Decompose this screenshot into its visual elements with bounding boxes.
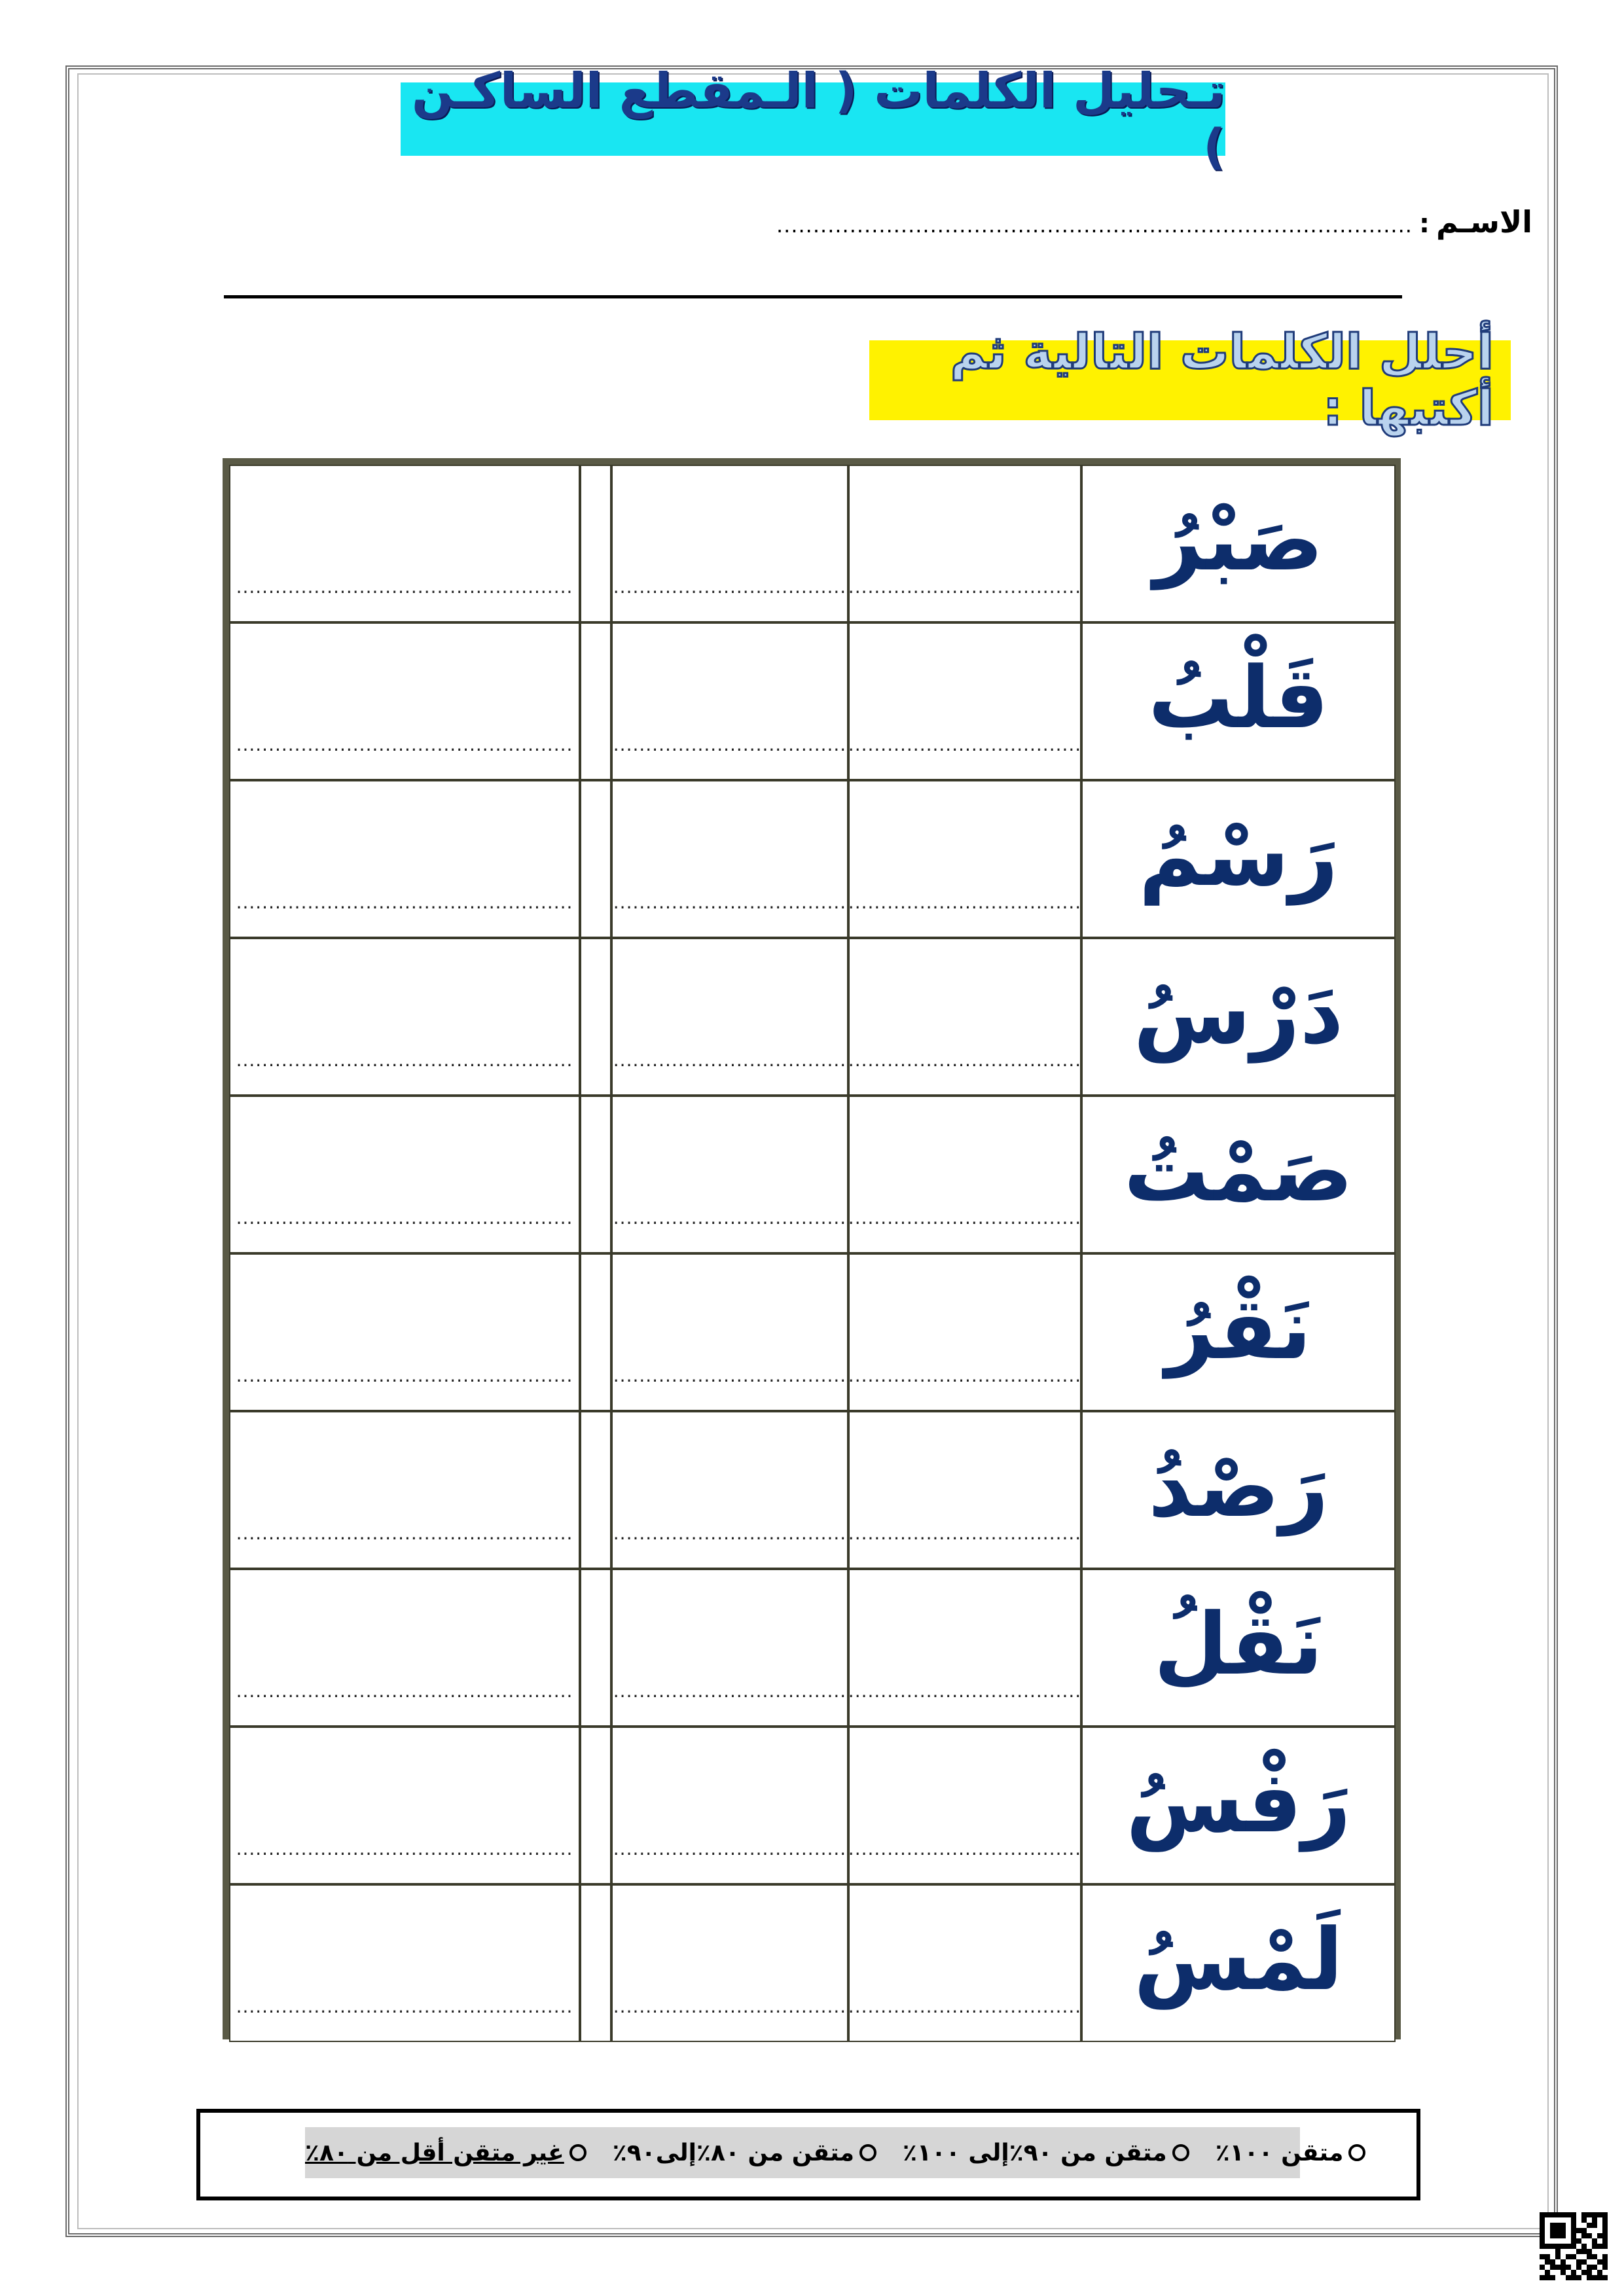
qr-module [1545,2249,1550,2254]
answer-dots[interactable]: .................................... [613,576,847,598]
qr-module [1576,2244,1581,2249]
qr-module [1561,2249,1566,2254]
qr-module [1592,2265,1597,2270]
qr-module [1581,2238,1587,2244]
qr-module [1545,2244,1550,2249]
qr-module [1550,2275,1555,2280]
column-separator [580,1884,611,2042]
answer-cell-full[interactable] [229,622,580,780]
qr-module [1566,2259,1571,2265]
qr-module [1581,2223,1587,2228]
syllable-cell-2[interactable] [611,1884,848,2042]
qr-module [1571,2270,1576,2275]
answer-dots[interactable]: .................................... [848,1996,1082,2017]
qr-module [1592,2244,1597,2249]
qr-module [1581,2275,1587,2280]
qr-module [1555,2233,1561,2238]
syllable-cell-2[interactable] [611,1096,848,1253]
answer-dots[interactable]: .................................... [613,1365,847,1386]
answer-dots[interactable]: .................................... [848,734,1082,755]
word-text: نَقْرُ [1165,1278,1312,1378]
qr-module [1566,2217,1571,2223]
column-separator [580,938,611,1096]
answer-dots[interactable]: .................................... [848,1049,1082,1071]
qr-module [1540,2217,1545,2223]
answer-dots[interactable]: .................................... [848,1365,1082,1386]
syllable-cell-1[interactable] [848,938,1081,1096]
assessment-legend [196,2109,1420,2200]
qr-module [1540,2233,1545,2238]
qr-module [1576,2275,1581,2280]
qr-module [1581,2228,1587,2233]
name-field[interactable] [776,204,1532,240]
qr-module [1576,2228,1581,2233]
qr-module [1581,2249,1587,2254]
qr-module [1555,2254,1561,2259]
word-cell [1081,1727,1396,1884]
qr-module [1566,2233,1571,2238]
qr-module [1571,2233,1576,2238]
qr-module [1597,2259,1602,2265]
answer-cell-full[interactable] [229,1569,580,1727]
answer-dots[interactable]: .................................................... [236,1207,573,1229]
qr-module [1550,2259,1555,2265]
qr-module [1566,2275,1571,2280]
qr-module [1545,2217,1550,2223]
answer-dots[interactable]: .................................................... [236,1365,573,1386]
syllable-cell-1[interactable] [848,1253,1081,1411]
qr-module [1545,2228,1550,2233]
word-text: دَرْسُ [1133,963,1344,1063]
answer-dots[interactable]: .................................... [613,1838,847,1859]
qr-module [1545,2223,1550,2228]
qr-module [1587,2275,1592,2280]
qr-module [1587,2265,1592,2270]
qr-module [1571,2244,1576,2249]
qr-module [1566,2244,1571,2249]
qr-module [1592,2223,1597,2228]
qr-module [1581,2244,1587,2249]
qr-module [1597,2275,1602,2280]
word-text: رَفْسُ [1126,1751,1351,1852]
column-separator [580,465,611,622]
qr-module [1540,2223,1545,2228]
qr-module [1550,2228,1555,2233]
qr-module [1581,2259,1587,2265]
answer-dots[interactable]: .................................................... [236,576,573,598]
qr-module [1587,2233,1592,2238]
circle-icon[interactable] [1348,2144,1365,2161]
qr-module [1587,2244,1592,2249]
qr-module [1587,2270,1592,2275]
qr-module [1587,2217,1592,2223]
column-separator [580,1569,611,1727]
column-separator [580,1411,611,1569]
qr-module [1576,2217,1581,2223]
word-cell [1081,465,1396,622]
answer-cell-full[interactable] [229,780,580,938]
qr-module [1571,2217,1576,2223]
qr-module [1592,2212,1597,2217]
qr-module [1571,2238,1576,2244]
qr-module [1602,2228,1608,2233]
column-separator [580,622,611,780]
qr-module [1566,2265,1571,2270]
circle-icon[interactable] [1172,2144,1189,2161]
qr-module [1597,2254,1602,2259]
qr-module [1566,2249,1571,2254]
qr-module [1571,2254,1576,2259]
qr-module [1571,2259,1576,2265]
qr-module [1597,2233,1602,2238]
answer-cell-full[interactable] [229,1253,580,1411]
qr-module [1597,2228,1602,2233]
answer-dots[interactable]: .................................... [848,1838,1082,1859]
qr-module [1540,2254,1545,2259]
name-separator: : [1418,209,1430,239]
qr-module [1561,2238,1566,2244]
qr-module [1540,2275,1545,2280]
qr-module [1571,2212,1576,2217]
qr-module [1555,2238,1561,2244]
syllable-cell-2[interactable] [611,938,848,1096]
qr-module [1597,2223,1602,2228]
qr-module [1555,2259,1561,2265]
qr-module [1566,2270,1571,2275]
legend-label: متقن من ٩٠٪إلى ١٠٠٪ [902,2139,1167,2166]
qr-module [1561,2228,1566,2233]
qr-module [1545,2233,1550,2238]
qr-module [1597,2238,1602,2244]
qr-module [1581,2254,1587,2259]
syllable-cell-2[interactable] [611,1411,848,1569]
qr-module [1561,2259,1566,2265]
name-dots[interactable]: ....................................................................................... [776,213,1413,238]
qr-module [1550,2223,1555,2228]
syllable-cell-1[interactable] [848,622,1081,780]
qr-module [1587,2212,1592,2217]
word-cell [1081,1253,1396,1411]
qr-module [1602,2275,1608,2280]
instruction-text: أحلل الكلمات التالية ثم أكتبها : [950,324,1494,437]
qr-module [1566,2254,1571,2259]
qr-module [1550,2212,1555,2217]
qr-module [1587,2223,1592,2228]
instruction-banner [869,324,1511,437]
qr-module [1550,2244,1555,2249]
qr-module [1540,2270,1545,2275]
qr-module [1571,2228,1576,2233]
qr-module [1602,2233,1608,2238]
qr-module [1550,2233,1555,2238]
qr-code-icon [1540,2212,1608,2280]
qr-module [1602,2223,1608,2228]
answer-dots[interactable]: .................................... [613,1680,847,1702]
syllable-cell-1[interactable] [848,1569,1081,1727]
qr-module [1602,2259,1608,2265]
qr-module [1561,2270,1566,2275]
syllable-cell-2[interactable] [611,1569,848,1727]
syllable-cell-1[interactable] [848,465,1081,622]
answer-dots[interactable]: .................................................... [236,1049,573,1071]
qr-module [1571,2275,1576,2280]
qr-module [1550,2270,1555,2275]
qr-module [1592,2270,1597,2275]
qr-module [1545,2259,1550,2265]
qr-module [1581,2265,1587,2270]
qr-module [1555,2212,1561,2217]
qr-module [1540,2265,1545,2270]
qr-module [1555,2275,1561,2280]
qr-module [1602,2238,1608,2244]
word-text: لَمْسُ [1134,1909,1343,2009]
qr-module [1550,2238,1555,2244]
answer-dots[interactable]: .................................... [848,891,1082,913]
word-text: صَمْتُ [1123,1121,1354,1221]
answer-cell-full[interactable] [229,465,580,622]
answer-dots[interactable]: .................................................... [236,734,573,755]
answer-dots[interactable]: .................................................... [236,1680,573,1702]
qr-module [1571,2249,1576,2254]
qr-module [1545,2270,1550,2275]
word-cell [1081,938,1396,1096]
answer-dots[interactable]: .................................... [613,1207,847,1229]
answer-dots[interactable]: .................................................... [236,891,573,913]
word-cell [1081,1884,1396,2042]
qr-module [1576,2233,1581,2238]
qr-module [1550,2254,1555,2259]
qr-module [1550,2217,1555,2223]
legend-item-not-mastered[interactable] [305,2140,586,2166]
title-banner [401,63,1225,175]
syllable-cell-2[interactable] [611,1253,848,1411]
syllable-cell-2[interactable] [611,622,848,780]
answer-cell-full[interactable] [229,938,580,1096]
qr-module [1602,2270,1608,2275]
answer-dots[interactable]: .................................................... [236,1996,573,2017]
qr-module [1555,2265,1561,2270]
word-cell [1081,1096,1396,1253]
qr-module [1561,2223,1566,2228]
circle-icon[interactable] [859,2144,876,2161]
qr-module [1540,2228,1545,2233]
qr-module [1597,2265,1602,2270]
qr-module [1597,2270,1602,2275]
qr-module [1566,2228,1571,2233]
column-separator [580,1727,611,1884]
qr-module [1540,2259,1545,2265]
word-cell [1081,780,1396,938]
answer-dots[interactable]: .................................... [613,1049,847,1071]
qr-module [1592,2275,1597,2280]
answer-cell-full[interactable] [229,1411,580,1569]
qr-module [1540,2244,1545,2249]
circle-icon[interactable] [569,2144,586,2161]
qr-module [1540,2238,1545,2244]
word-cell [1081,1411,1396,1569]
qr-module [1555,2217,1561,2223]
answer-dots[interactable]: .................................................... [236,1838,573,1859]
qr-module [1561,2244,1566,2249]
qr-module [1587,2238,1592,2244]
qr-module [1587,2228,1592,2233]
syllable-cell-1[interactable] [848,1411,1081,1569]
qr-module [1576,2238,1581,2244]
qr-module [1602,2217,1608,2223]
qr-module [1592,2228,1597,2233]
qr-module [1576,2212,1581,2217]
answer-dots[interactable]: .................................... [848,1522,1082,1544]
qr-module [1576,2270,1581,2275]
qr-module [1561,2265,1566,2270]
analysis-table [223,458,1401,2039]
qr-module [1561,2212,1566,2217]
word-cell [1081,1569,1396,1727]
qr-module [1592,2238,1597,2244]
word-text: نَقْلُ [1153,1594,1324,1694]
qr-module [1581,2212,1587,2217]
qr-module [1587,2259,1592,2265]
syllable-cell-2[interactable] [611,780,848,938]
legend-item-mastered-80-90[interactable] [613,2140,876,2166]
answer-dots[interactable]: .................................... [613,891,847,913]
qr-module [1602,2254,1608,2259]
legend-label: غير متقن أقل من ٨٠٪ [305,2139,564,2166]
divider-line [224,295,1402,298]
qr-module [1592,2249,1597,2254]
name-label: الاسـم [1435,204,1532,240]
answer-dots[interactable]: .................................................... [236,1522,573,1544]
answer-cell-full[interactable] [229,1727,580,1884]
qr-module [1555,2249,1561,2254]
qr-module [1602,2244,1608,2249]
qr-module [1592,2217,1597,2223]
answer-dots[interactable]: .................................... [848,576,1082,598]
qr-module [1602,2212,1608,2217]
qr-module [1545,2254,1550,2259]
qr-module [1545,2265,1550,2270]
syllable-cell-1[interactable] [848,780,1081,938]
qr-module [1576,2249,1581,2254]
qr-module [1597,2244,1602,2249]
syllable-cell-1[interactable] [848,1884,1081,2042]
answer-cell-full[interactable] [229,1096,580,1253]
qr-module [1597,2217,1602,2223]
qr-module [1581,2270,1587,2275]
qr-module [1581,2217,1587,2223]
legend-item-mastered-90-100[interactable] [903,2140,1189,2166]
qr-module [1555,2228,1561,2233]
qr-module [1576,2223,1581,2228]
qr-module [1587,2254,1592,2259]
qr-module [1566,2238,1571,2244]
qr-module [1576,2259,1581,2265]
answer-dots[interactable]: .................................... [613,1522,847,1544]
qr-module [1540,2249,1545,2254]
qr-module [1571,2223,1576,2228]
answer-dots[interactable]: .................................... [613,734,847,755]
syllable-cell-2[interactable] [611,465,848,622]
legend-item-mastered-100[interactable] [1216,2140,1366,2166]
qr-module [1576,2254,1581,2259]
answer-dots[interactable]: .................................... [613,1996,847,2017]
qr-module [1592,2254,1597,2259]
word-text: رَسْمُ [1138,805,1339,905]
syllable-cell-1[interactable] [848,1096,1081,1253]
word-text: صَبْرُ [1153,490,1324,590]
qr-module [1566,2223,1571,2228]
qr-module [1597,2212,1602,2217]
qr-module [1597,2249,1602,2254]
legend-label: متقن ١٠٠٪ [1215,2139,1344,2166]
qr-module [1555,2270,1561,2275]
qr-module [1571,2265,1576,2270]
qr-module [1602,2265,1608,2270]
legend-label: متقن من ٨٠٪إلى٩٠٪ [612,2139,854,2166]
qr-module [1561,2275,1566,2280]
answer-dots[interactable]: .................................... [848,1207,1082,1229]
qr-module [1587,2249,1592,2254]
legend-bar [305,2127,1344,2178]
word-text: رَصْدُ [1148,1436,1329,1536]
qr-module [1545,2212,1550,2217]
column-separator [580,1096,611,1253]
qr-module [1545,2238,1550,2244]
syllable-cell-1[interactable] [848,1727,1081,1884]
column-separator [580,1253,611,1411]
word-cell [1081,622,1396,780]
qr-module [1602,2249,1608,2254]
qr-module [1550,2265,1555,2270]
qr-module [1592,2233,1597,2238]
qr-module [1561,2217,1566,2223]
qr-module [1555,2244,1561,2249]
qr-module [1545,2275,1550,2280]
answer-dots[interactable]: .................................... [848,1680,1082,1702]
qr-module [1566,2212,1571,2217]
qr-module [1561,2233,1566,2238]
qr-module [1576,2265,1581,2270]
qr-module [1555,2223,1561,2228]
answer-cell-full[interactable] [229,1884,580,2042]
column-separator [580,780,611,938]
word-text: قَلْبُ [1148,647,1329,747]
qr-module [1540,2212,1545,2217]
qr-module [1592,2259,1597,2265]
qr-module [1561,2254,1566,2259]
qr-module [1550,2249,1555,2254]
page-title: تـحليل الكلمات ( الـمقطع الساكـن ) [411,63,1225,175]
qr-module [1581,2233,1587,2238]
syllable-cell-2[interactable] [611,1727,848,1884]
